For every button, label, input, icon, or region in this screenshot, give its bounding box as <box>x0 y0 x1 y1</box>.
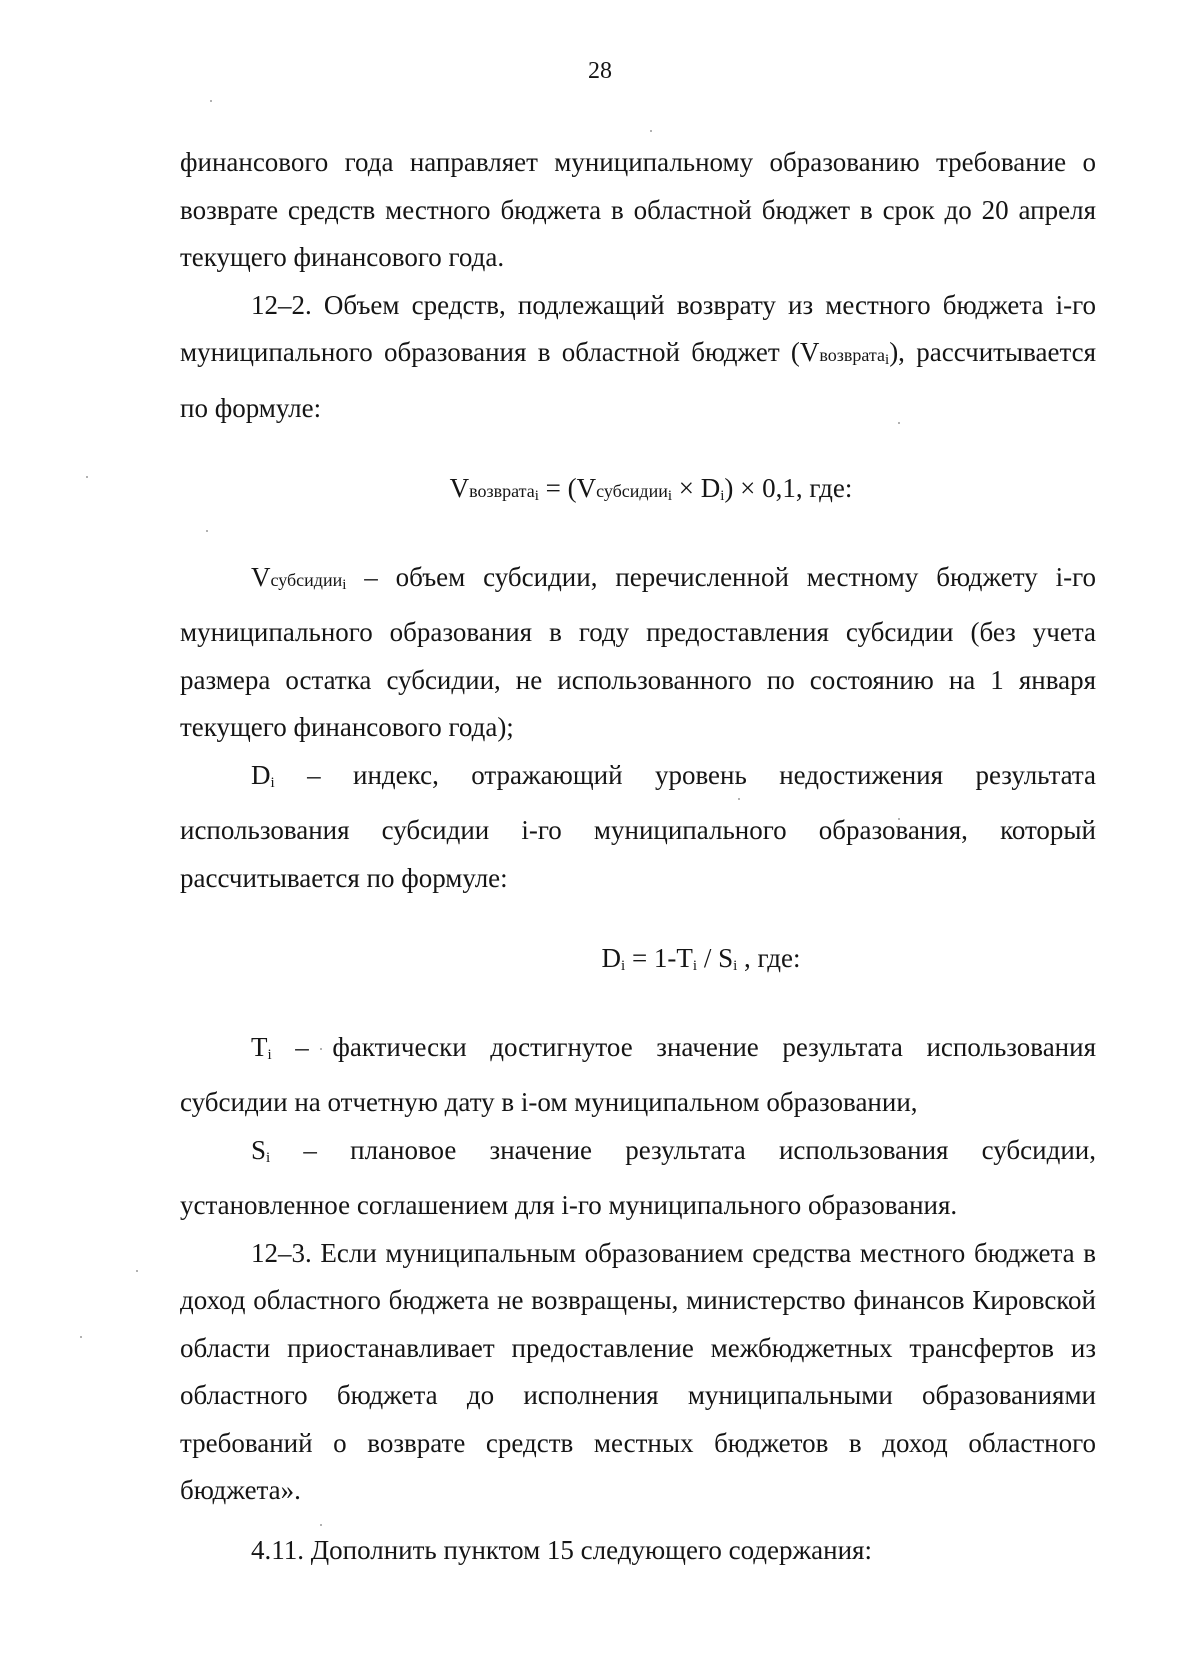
definition-t <box>180 1024 1096 1127</box>
formula-index: i <box>692 958 698 974</box>
scan-speck <box>210 100 212 102</box>
definition-s <box>180 1127 1096 1230</box>
definition-text: – плановое значение результата использования субсидии, установленное соглашением для i-го муниципального образования. <box>180 1134 1096 1220</box>
formula-part: × D <box>672 473 721 503</box>
paragraph-continuation: финансового года направляет муниципальному образованию требование о возврате средств местного бюджета в областной бюджет в срок до 20 апреля текущего финансового года. <box>180 147 1096 272</box>
paragraph-4-11: 4.11. Дополнить пунктом 15 следующего содержания: <box>251 1534 872 1565</box>
definition-symbol: T <box>251 1031 268 1062</box>
index-i: i <box>885 352 890 368</box>
formula-part: = (V <box>538 473 597 503</box>
definition-index: i <box>270 774 275 791</box>
paragraph-12-2 <box>180 282 1096 433</box>
paragraph-12-2-text-a: 12–2. Объем средств, подлежащий возврату из местного бюджета i-го муниципального образования в областной бюджет (V <box>180 289 1096 367</box>
definition-index: i <box>342 576 347 593</box>
formula-index: i <box>667 488 673 504</box>
paragraph-12-2-text-b: ), рассчитывается по формуле: <box>180 337 1096 423</box>
scan-speck <box>136 1270 138 1272</box>
formula-symbol: V <box>449 473 470 503</box>
scan-speck <box>86 476 88 478</box>
definition-index: i <box>266 1149 271 1166</box>
formula-part: ) × 0,1, где: <box>724 473 853 503</box>
definition-v-subsidii <box>180 554 1096 752</box>
formula-index: i <box>534 488 539 504</box>
definition-text: – индекс, отражающий уровень недостижения результата использования субсидии i-го муниципального образования, который рассчитывается по формуле: <box>180 759 1096 893</box>
formula-index: i <box>720 488 725 504</box>
paragraph-12-3: 12–3. Если муниципальным образованием средства местного бюджета в доход областного бюджета не возвращены, министерство финансов Кировской области приостанавливает предоставление межбюджетных трансфертов из областного бюджета до исполнения муниципальными образованиями требований о возврате средств местных бюджетов в доход областного бюджета». <box>180 1237 1096 1505</box>
formula-symbol: D <box>601 943 622 973</box>
definition-subscript: субсидии <box>270 569 343 590</box>
definition-index: i <box>267 1046 272 1063</box>
formula-part: = 1-T <box>625 943 693 973</box>
definition-text: – объем субсидии, перечисленной местному бюджету i-го муниципального образования в году предоставления субсидии (без учета размера остатка субсидии, не использованного по состоянию на 1 января текущего финансового года); <box>180 561 1096 742</box>
page-number: 28 <box>588 58 612 84</box>
definition-d <box>180 752 1096 903</box>
scan-speck <box>80 1336 82 1338</box>
scan-speck <box>650 130 652 132</box>
formula-subscript: возврата <box>469 481 535 501</box>
definition-symbol: D <box>251 759 271 790</box>
definition-text: – фактически достигнутое значение результата использования субсидии на отчетную дату в i-ом муниципальном образовании, <box>180 1031 1096 1117</box>
definition-symbol: V <box>251 561 271 592</box>
formula-subscript: субсидии <box>596 481 668 501</box>
formula-index: i <box>621 958 626 974</box>
formula-part: , где: <box>737 943 801 973</box>
formula-part: / S <box>697 943 734 973</box>
document-body <box>180 139 1096 1574</box>
definition-symbol: S <box>251 1134 267 1165</box>
formula-index: i <box>733 958 738 974</box>
formula-v-vozvrata <box>180 465 1096 521</box>
formula-d <box>180 935 1096 991</box>
subscript-vozvrata: возврата <box>819 345 886 365</box>
